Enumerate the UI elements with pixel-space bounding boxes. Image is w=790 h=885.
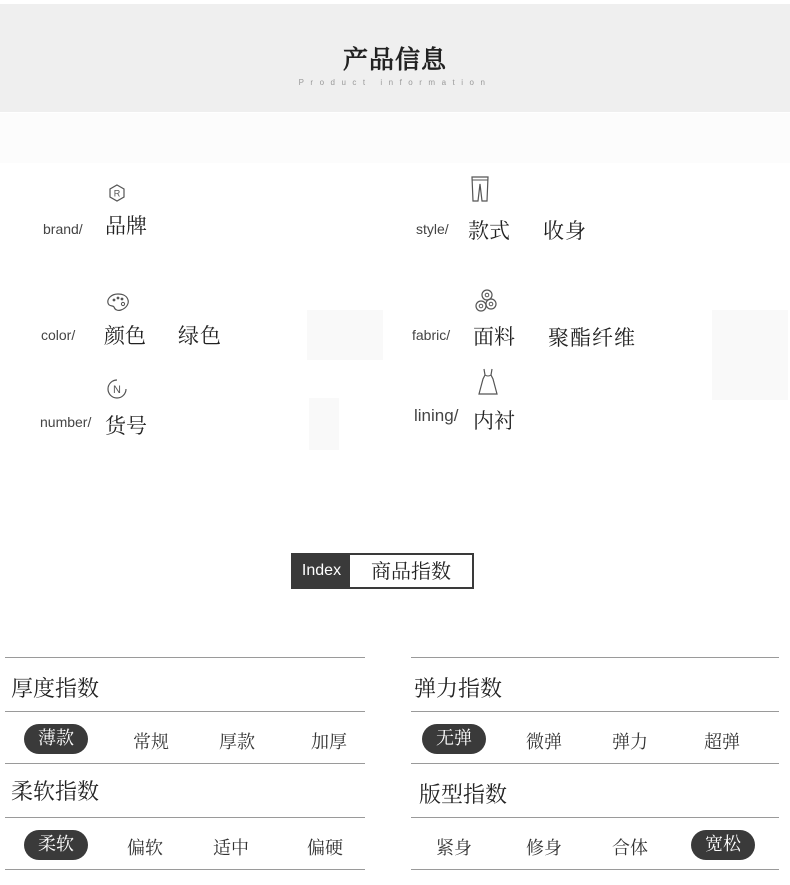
- style-key: 款式: [468, 219, 510, 243]
- elasticity-option-stretch: 弹力: [612, 732, 648, 753]
- index-badge: [291, 553, 474, 589]
- fit-option-regular: 合体: [612, 838, 648, 859]
- thickness-title: 厚度指数: [11, 677, 100, 702]
- divider: [411, 763, 779, 764]
- elasticity-option-super: 超弹: [704, 732, 740, 753]
- elasticity-option-slight: 微弹: [526, 732, 562, 753]
- fit-option-tight: 紧身: [436, 838, 472, 859]
- number-key: 货号: [105, 414, 147, 438]
- pants-icon: [470, 176, 490, 206]
- header-banner: [0, 4, 790, 112]
- fit-option-slim: 修身: [526, 838, 562, 859]
- softness-option-slightly-hard: 偏硬: [307, 838, 343, 859]
- svg-text:R: R: [113, 188, 121, 199]
- style-value: 收身: [543, 219, 587, 243]
- dress-icon: [477, 368, 499, 400]
- index-label: 商品指数: [371, 559, 451, 583]
- fit-option-loose: 宽松: [691, 830, 755, 860]
- number-label: number/: [40, 414, 92, 430]
- page-subtitle: Product information: [298, 78, 492, 87]
- svg-text:N: N: [113, 384, 121, 396]
- palette-icon: [106, 292, 130, 316]
- lining-label: lining/: [414, 406, 459, 425]
- elasticity-option-none: 无弹: [422, 724, 486, 754]
- decorative-block: [307, 310, 383, 360]
- lining-key: 内衬: [473, 409, 515, 433]
- elasticity-title: 弹力指数: [414, 677, 503, 702]
- softness-option-soft: 柔软: [24, 830, 88, 860]
- color-value: 绿色: [178, 324, 222, 348]
- divider: [411, 869, 779, 870]
- index-tag: Index: [293, 555, 350, 587]
- color-label: color/: [41, 327, 76, 343]
- divider: [5, 763, 365, 764]
- softness-option-moderate: 适中: [213, 838, 249, 859]
- color-key: 颜色: [104, 324, 146, 348]
- divider: [411, 657, 779, 658]
- thickness-option-extra-thick: 加厚: [311, 732, 347, 753]
- divider: [5, 817, 365, 818]
- divider: [5, 657, 365, 658]
- registered-icon: [108, 184, 126, 206]
- brand-label: brand/: [43, 221, 83, 237]
- divider: [411, 711, 779, 712]
- decorative-block: [712, 310, 788, 400]
- divider: [411, 817, 779, 818]
- fabric-key: 面料: [473, 325, 515, 349]
- decorative-block: [309, 398, 339, 450]
- divider: [5, 711, 365, 712]
- softness-option-slightly-soft: 偏软: [127, 838, 163, 859]
- fabric-value: 聚酯纤维: [548, 326, 636, 350]
- thickness-option-regular: 常规: [133, 732, 169, 753]
- softness-title: 柔软指数: [11, 780, 100, 805]
- divider: [5, 869, 365, 870]
- brand-key: 品牌: [105, 214, 147, 238]
- thickness-option-thick: 厚款: [219, 732, 255, 753]
- number-n-icon: [106, 378, 128, 404]
- fabric-label: fabric/: [412, 327, 451, 343]
- fit-title: 版型指数: [419, 783, 508, 808]
- thickness-option-thin: 薄款: [24, 724, 88, 754]
- page-title: 产品信息: [342, 45, 447, 74]
- fabric-rolls-icon: [474, 289, 500, 317]
- decorative-band: [0, 113, 790, 163]
- style-label: style/: [416, 221, 449, 237]
